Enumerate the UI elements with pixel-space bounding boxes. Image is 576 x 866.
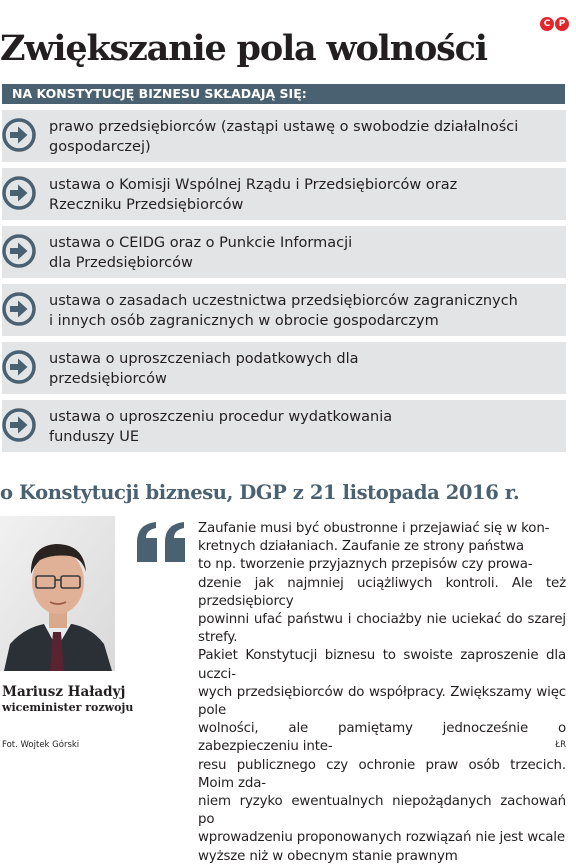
law-list	[0, 110, 566, 458]
list-item-text: ustawa o CEIDG oraz o Punkcie Informacji dla Przedsiębiorców	[49, 235, 353, 271]
right-arrow-circle-icon	[2, 350, 36, 384]
list-banner: NA KONSTYTUCJĘ BIZNESU SKŁADAJĄ SIĘ:	[2, 84, 565, 104]
person-role: wiceminister rozwoju	[2, 701, 134, 714]
right-arrow-circle-icon	[2, 408, 36, 442]
list-item	[2, 400, 566, 452]
portrait-photo	[0, 516, 115, 671]
list-item	[2, 284, 566, 336]
list-item-text: ustawa o uproszczeniach podatkowych dla przedsiębiorców	[49, 351, 359, 387]
person-name: Mariusz Haładyj	[2, 684, 126, 700]
logo-letter-p: P	[555, 17, 569, 31]
list-item-text: ustawa o uproszczeniu procedur wydatkowania funduszy UE	[49, 409, 393, 445]
quote-text: Zaufanie musi być obustronne i przejawiać się w kon- kretnych działaniach. Zaufanie ze strony państwa to np. tworzenie przyjaznych przepisów czy prowa- dzenie jak najmniej uciążliwych kontroli. Ale też przedsiębiorcy powinni ufać państwu i chociażby nie uciekać do szarej strefy. Pakiet Konstytucji biznesu to swoiste zaproszenie dla uczci- wych przedsiębiorców do współpracy. Zwiększamy więc pole wolności, ale pamiętamy jednocześnie o zabezpieczeniu inte- resu publicznego czy ochronie praw osób trzecich. Moim zda- niem ryzyko ewentualnych niepożądanych zachowań po wprowadzeniu proponowanych rozwiązań nie jest wcale wyższe niż w obecnym stanie prawnym	[198, 521, 566, 864]
author-signature: ŁR	[555, 740, 566, 750]
list-item	[2, 342, 566, 394]
right-arrow-circle-icon	[2, 176, 36, 210]
logo-letter-c: C	[540, 17, 554, 31]
list-item	[2, 110, 566, 162]
right-arrow-circle-icon	[2, 118, 36, 152]
page-title: Zwiększanie pola wolności	[0, 28, 487, 69]
right-arrow-circle-icon	[2, 292, 36, 326]
photo-credit: Fot. Wojtek Górski	[2, 740, 80, 750]
publisher-logo	[540, 17, 569, 31]
list-item-text: ustawa o Komisji Wspólnej Rządu i Przedsiębiorców oraz Rzeczniku Przedsiębiorców	[49, 177, 458, 213]
list-item	[2, 168, 566, 220]
right-arrow-circle-icon	[2, 234, 36, 268]
list-item	[2, 226, 566, 278]
list-item-text: ustawa o zasadach uczestnictwa przedsiębiorców zagranicznych i innych osób zagranicznych w obrocie gospodarczym	[49, 293, 518, 329]
quote-mark-icon	[134, 520, 190, 572]
quote-source: o Konstytucji biznesu, DGP z 21 listopada 2016 r.	[0, 481, 520, 504]
list-item-text: prawo przedsiębiorców (zastąpi ustawę o swobodzie działalności gospodarczej)	[49, 119, 519, 155]
